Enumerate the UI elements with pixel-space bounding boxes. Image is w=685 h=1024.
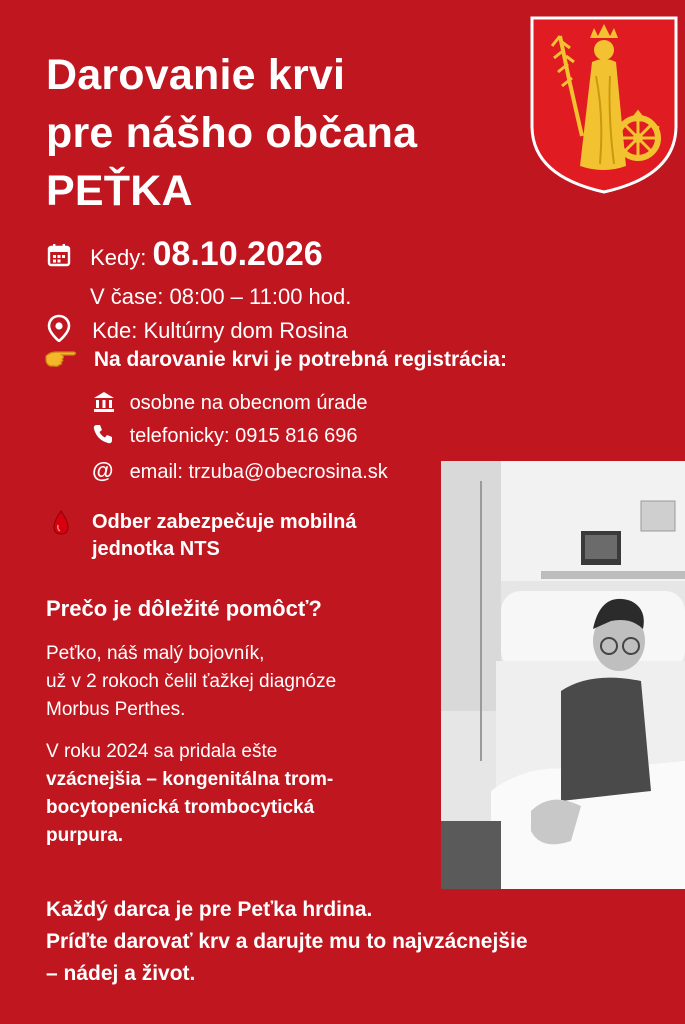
collection-line-2: jednotka NTS bbox=[92, 538, 220, 560]
in-person-text: osobne na obecnom úrade bbox=[129, 392, 368, 414]
time-label: V čase: bbox=[90, 284, 164, 309]
at-sign-icon: @ bbox=[92, 458, 114, 483]
building-icon bbox=[92, 390, 116, 412]
registration-note-row bbox=[44, 346, 507, 374]
blood-drop-icon bbox=[50, 509, 72, 537]
why-p2-line-3: bocytopenická trombocytická bbox=[46, 797, 315, 818]
registration-email bbox=[92, 457, 388, 486]
phone-text[interactable]: telefonicky: 0915 816 696 bbox=[129, 425, 358, 447]
registration-note-text: Na darovanie krvi je potrebná registrácia: bbox=[93, 348, 508, 371]
location-text: Kde: Kultúrny dom Rosina bbox=[92, 318, 348, 343]
title-line-2: pre nášho občana bbox=[46, 109, 418, 157]
registration-phone bbox=[92, 422, 358, 450]
collection-text bbox=[92, 509, 357, 563]
collection-line-1: Odber zabezpečuje mobilná bbox=[92, 511, 357, 533]
why-paragraph-1 bbox=[46, 640, 336, 724]
footer-line-1: Každý darca je pre Peťka hrdina. bbox=[46, 898, 373, 921]
patient-photo bbox=[441, 461, 685, 889]
why-p2-line-2: vzácnejšia – kongenitálna trom- bbox=[46, 769, 334, 790]
event-time-row bbox=[90, 283, 351, 311]
why-p1-line-3: Morbus Perthes. bbox=[46, 699, 186, 720]
footer-line-3: – nádej a život. bbox=[46, 962, 196, 985]
why-title: Prečo je dôležité pomôcť? bbox=[46, 596, 322, 621]
registration-in-person bbox=[92, 389, 368, 417]
calendar-icon bbox=[46, 242, 72, 268]
why-p1-line-2: už v 2 rokoch čelil ťažkej diagnóze bbox=[46, 671, 337, 692]
email-text[interactable]: email: trzuba@obecrosina.sk bbox=[129, 461, 388, 483]
time-value: 08:00 – 11:00 hod. bbox=[169, 284, 352, 309]
coat-of-arms-logo bbox=[530, 16, 678, 194]
why-p2-line-1: V roku 2024 sa pridala ešte bbox=[46, 741, 278, 762]
title-line-1: Darovanie krvi bbox=[46, 51, 346, 99]
when-label: Kedy: bbox=[90, 245, 147, 270]
event-date-row bbox=[46, 235, 323, 273]
why-p1-line-1: Peťko, náš malý bojovník, bbox=[46, 643, 265, 664]
title-line-3: PEŤKA bbox=[46, 167, 193, 215]
phone-icon bbox=[92, 423, 114, 445]
footer-line-2: Príďte darovať krv a darujte mu to najvzácnejšie bbox=[46, 930, 528, 953]
location-pin-icon bbox=[46, 314, 72, 342]
event-location-row bbox=[46, 314, 348, 345]
page-title bbox=[46, 46, 417, 220]
why-p2-line-4: purpura. bbox=[46, 825, 124, 846]
event-date: 08.10.2026 bbox=[152, 235, 323, 273]
footer-message bbox=[46, 894, 528, 990]
why-paragraph-2 bbox=[46, 738, 333, 850]
pointing-hand-icon bbox=[44, 346, 78, 370]
